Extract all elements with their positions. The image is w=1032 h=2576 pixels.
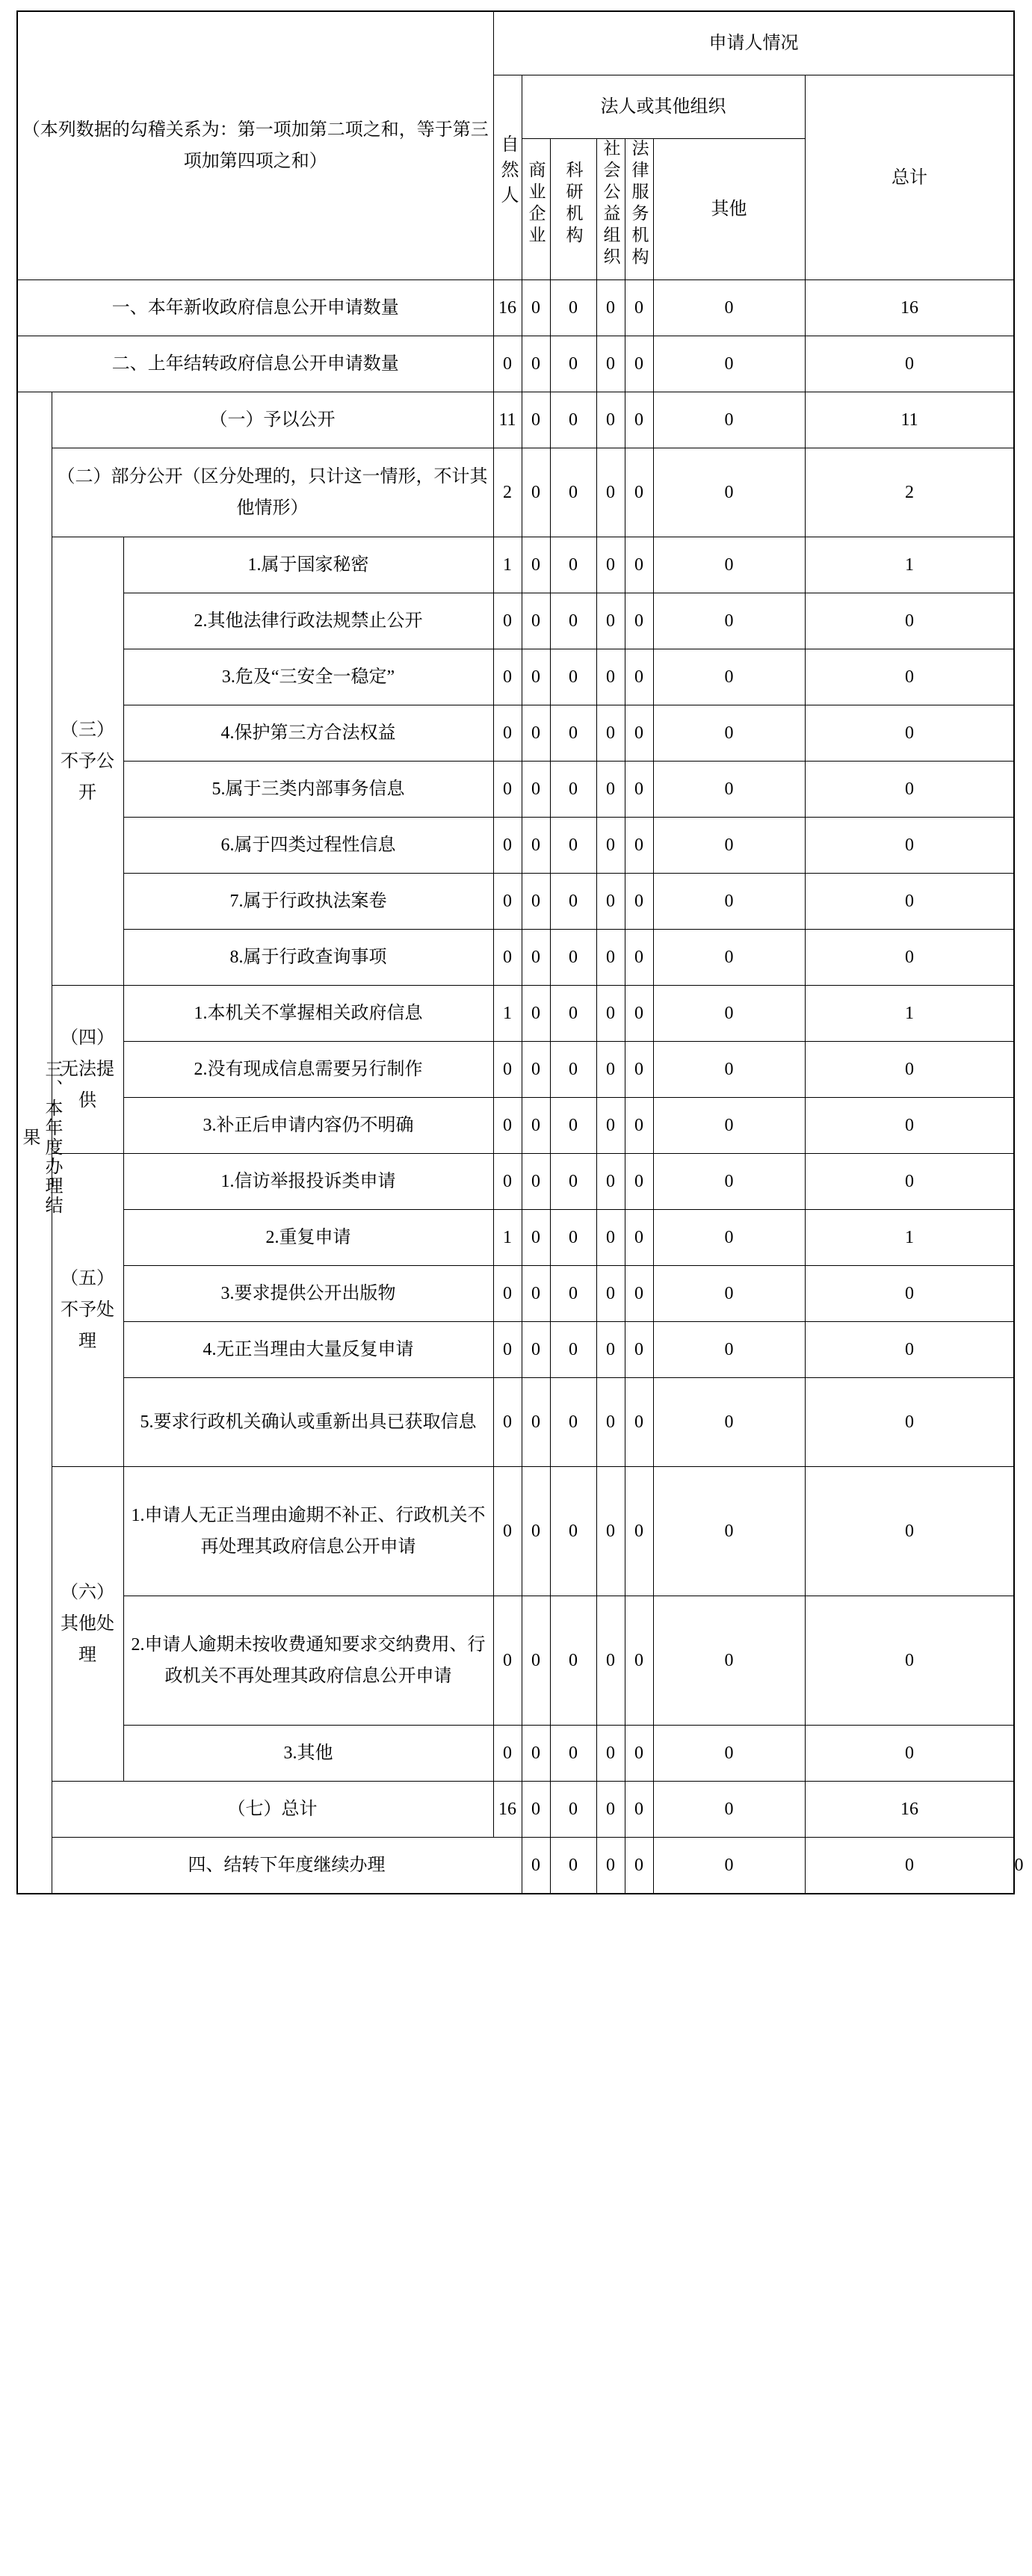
cell-total: 0 xyxy=(805,1726,1014,1782)
cell-other: 0 xyxy=(653,1782,805,1838)
cell-research-institution: 0 xyxy=(596,1838,625,1894)
header-other xyxy=(653,139,805,280)
header-social-welfare-org-label: 社会公益组织 xyxy=(601,139,620,269)
header-other-label: 其他 xyxy=(711,200,747,219)
cell-other: 0 xyxy=(653,1467,805,1596)
cell-total: 2 xyxy=(805,448,1014,537)
row-label-text: 8.属于行政查询事项 xyxy=(229,948,387,967)
row-label-text: 3.其他 xyxy=(283,1743,333,1763)
cell-other: 0 xyxy=(653,1210,805,1266)
cell-commercial-enterprise: 0 xyxy=(522,1154,550,1210)
cell-commercial-enterprise: 0 xyxy=(522,448,550,537)
table-row xyxy=(17,874,1014,930)
stub-note-text: （本列数据的勾稽关系为：第一项加第二项之和，等于第三项加第四项之和） xyxy=(22,120,489,171)
cell-other: 0 xyxy=(653,986,805,1042)
table-row xyxy=(17,448,1014,537)
group-label-not-disclosed xyxy=(52,537,123,986)
cell-total: 0 xyxy=(805,1322,1014,1378)
cell-total: 1 xyxy=(805,537,1014,593)
cell-research-institution: 0 xyxy=(550,1596,596,1726)
cell-commercial-enterprise: 0 xyxy=(522,1322,550,1378)
cell-commercial-enterprise: 0 xyxy=(522,336,550,392)
cell-natural-person: 0 xyxy=(493,705,522,762)
row-label-text: （七）总计 xyxy=(227,1800,318,1819)
cell-social-welfare-org: 0 xyxy=(596,986,625,1042)
cell-research-institution: 0 xyxy=(550,1322,596,1378)
row-label-text: 1.本机关不掌握相关政府信息 xyxy=(194,1004,423,1023)
cell-legal-service-org: 0 xyxy=(625,280,653,336)
row-label-repeated-without-cause xyxy=(123,1322,493,1378)
group-name: 不予处理 xyxy=(61,1300,114,1351)
header-commercial-enterprise xyxy=(522,139,550,280)
cell-social-welfare-org: 0 xyxy=(596,448,625,537)
cell-natural-person: 0 xyxy=(493,336,522,392)
table-row xyxy=(17,593,1014,649)
cell-commercial-enterprise: 0 xyxy=(522,537,550,593)
cell-legal-service-org: 0 xyxy=(625,392,653,448)
cell-total: 0 xyxy=(805,705,1014,762)
cell-total: 16 xyxy=(805,1782,1014,1838)
cell-social-welfare-org: 0 xyxy=(596,762,625,818)
cell-total: 0 xyxy=(805,649,1014,705)
cell-other: 0 xyxy=(653,818,805,874)
header-applicant-situation xyxy=(493,11,1014,75)
table-row xyxy=(17,1378,1014,1467)
section-label-annual-results xyxy=(17,392,61,1894)
cell-research-institution: 0 xyxy=(550,537,596,593)
row-label-text: 5.属于三类内部事务信息 xyxy=(211,779,405,799)
row-label-confirm-or-reissue xyxy=(123,1378,493,1467)
header-research-institution-label: 科研机构 xyxy=(563,161,583,247)
table-row xyxy=(17,930,1014,986)
cell-total: 0 xyxy=(805,762,1014,818)
cell-legal-service-org: 0 xyxy=(625,1098,653,1154)
cell-social-welfare-org: 0 xyxy=(596,593,625,649)
cell-other: 0 xyxy=(653,649,805,705)
row-label-text: 7.属于行政执法案卷 xyxy=(229,892,387,911)
row-label-needs-new-creation xyxy=(123,1042,493,1098)
row-label-overdue-no-correction xyxy=(123,1467,493,1596)
cell-natural-person: 0 xyxy=(493,1726,522,1782)
row-label-text: 四、结转下年度继续办理 xyxy=(188,1856,386,1875)
cell-research-institution: 0 xyxy=(550,1378,596,1467)
table-row: 四、结转下年度继续办理 0 0 0 0 0 0 0 xyxy=(17,1838,1014,1894)
cell-other: 0 xyxy=(653,1596,805,1726)
cell-research-institution: 0 xyxy=(550,705,596,762)
header-legal-or-other-org xyxy=(522,75,805,139)
cell-commercial-enterprise: 0 xyxy=(522,762,550,818)
cell-natural-person: 0 xyxy=(493,818,522,874)
cell-social-welfare-org: 0 xyxy=(596,280,625,336)
cell-social-welfare-org: 0 xyxy=(596,705,625,762)
table-row xyxy=(17,986,1014,1042)
cell-legal-service-org: 0 xyxy=(625,874,653,930)
cell-commercial-enterprise: 0 xyxy=(522,280,550,336)
row-label-text: （一）予以公开 xyxy=(209,410,336,430)
table-row xyxy=(17,1210,1014,1266)
cell-research-institution: 0 xyxy=(550,762,596,818)
row-label-state-secret xyxy=(123,537,493,593)
cell-commercial-enterprise: 0 xyxy=(522,986,550,1042)
cell-social-welfare-org: 0 xyxy=(596,336,625,392)
row-label-enforcement-files xyxy=(123,874,493,930)
table-row xyxy=(17,1042,1014,1098)
stub-note-cell xyxy=(17,11,493,280)
cell-natural-person: 0 xyxy=(522,1838,550,1894)
cell-total: 0 xyxy=(805,336,1014,392)
header-total xyxy=(805,75,1014,280)
cell-legal-service-org: 0 xyxy=(625,986,653,1042)
cell-social-welfare-org: 0 xyxy=(596,1098,625,1154)
cell-social-welfare-org: 0 xyxy=(596,1322,625,1378)
cell-other: 0 xyxy=(805,1838,1014,1894)
cell-total: 0 xyxy=(805,593,1014,649)
cell-research-institution: 0 xyxy=(550,336,596,392)
cell-commercial-enterprise: 0 xyxy=(522,1726,550,1782)
group-number: （五） xyxy=(61,1269,114,1288)
cell-commercial-enterprise: 0 xyxy=(522,1467,550,1596)
cell-social-welfare-org: 0 xyxy=(596,1154,625,1210)
cell-research-institution: 0 xyxy=(550,1266,596,1322)
cell-natural-person: 0 xyxy=(493,593,522,649)
group-label-other-handling xyxy=(52,1467,123,1782)
cell-legal-service-org: 0 xyxy=(625,930,653,986)
table-row xyxy=(17,1782,1014,1838)
cell-total: 0 xyxy=(805,818,1014,874)
row-label-three-security-one-stability xyxy=(123,649,493,705)
header-natural-person-label: 自然人 xyxy=(498,134,517,211)
cell-legal-service-org: 0 xyxy=(653,1838,805,1894)
cell-total: 0 xyxy=(805,1596,1014,1726)
header-research-institution xyxy=(550,139,596,280)
row-label-text: 6.属于四类过程性信息 xyxy=(220,835,396,855)
cell-other: 0 xyxy=(653,1098,805,1154)
cell-other: 0 xyxy=(653,593,805,649)
cell-natural-person: 0 xyxy=(493,1322,522,1378)
cell-legal-service-org: 0 xyxy=(625,818,653,874)
table-row xyxy=(17,1098,1014,1154)
row-label-other xyxy=(123,1726,493,1782)
row-label-section-total xyxy=(52,1782,493,1838)
row-label-text: 4.无正当理由大量反复申请 xyxy=(203,1340,414,1359)
cell-commercial-enterprise: 0 xyxy=(522,1042,550,1098)
row-label-text: 5.要求行政机关确认或重新出具已获取信息 xyxy=(140,1412,477,1432)
cell-social-welfare-org: 0 xyxy=(596,930,625,986)
row-label-text: 3.要求提供公开出版物 xyxy=(220,1284,396,1303)
header-natural-person xyxy=(493,75,522,280)
cell-legal-service-org: 0 xyxy=(625,1378,653,1467)
cell-commercial-enterprise: 0 xyxy=(522,874,550,930)
header-applicant-situation-label: 申请人情况 xyxy=(708,34,799,53)
cell-total: 0 xyxy=(805,1154,1014,1210)
table-row xyxy=(17,1154,1014,1210)
cell-other: 0 xyxy=(653,537,805,593)
table-row xyxy=(17,1596,1014,1726)
cell-social-welfare-org: 0 xyxy=(596,649,625,705)
cell-natural-person: 1 xyxy=(493,986,522,1042)
row-label-other-law-prohibits xyxy=(123,593,493,649)
cell-natural-person: 0 xyxy=(493,1596,522,1726)
cell-other: 0 xyxy=(653,1266,805,1322)
group-name: 其他处理 xyxy=(61,1614,114,1665)
cell-natural-person: 2 xyxy=(493,448,522,537)
cell-other: 0 xyxy=(653,1378,805,1467)
cell-social-welfare-org: 0 xyxy=(596,1467,625,1596)
cell-total: 0 xyxy=(805,930,1014,986)
cell-natural-person: 1 xyxy=(493,537,522,593)
cell-other: 0 xyxy=(653,392,805,448)
cell-total: 1 xyxy=(805,1210,1014,1266)
cell-research-institution: 0 xyxy=(550,593,596,649)
cell-research-institution: 0 xyxy=(550,280,596,336)
cell-social-welfare-org: 0 xyxy=(596,1782,625,1838)
header-legal-service-org-label: 法律服务机构 xyxy=(629,139,649,269)
cell-natural-person: 0 xyxy=(493,930,522,986)
row-label-text: 3.补正后申请内容仍不明确 xyxy=(203,1116,414,1135)
row-label-text: 1.信访举报投诉类申请 xyxy=(220,1172,396,1191)
cell-legal-service-org: 0 xyxy=(625,1596,653,1726)
cell-research-institution: 0 xyxy=(550,818,596,874)
cell-legal-service-org: 0 xyxy=(625,1726,653,1782)
cell-total: 0 xyxy=(805,1378,1014,1467)
row-label-administrative-inquiry xyxy=(123,930,493,986)
cell-legal-service-org: 0 xyxy=(625,1322,653,1378)
row-label-overdue-no-payment xyxy=(123,1596,493,1726)
row-label-text: 一、本年新收政府信息公开申请数量 xyxy=(111,298,399,318)
group-name: 无法提供 xyxy=(61,1060,114,1111)
cell-commercial-enterprise: 0 xyxy=(522,392,550,448)
cell-legal-service-org: 0 xyxy=(625,762,653,818)
cell-legal-service-org: 0 xyxy=(625,1467,653,1596)
row-label-petition-complaint xyxy=(123,1154,493,1210)
section-label-annual-results-text: 三、本年度办理结果 xyxy=(19,1060,61,1215)
cell-other: 0 xyxy=(653,1726,805,1782)
cell-commercial-enterprise: 0 xyxy=(522,930,550,986)
cell-natural-person: 0 xyxy=(493,1042,522,1098)
cell-total: 0 xyxy=(805,1266,1014,1322)
cell-commercial-enterprise: 0 xyxy=(522,593,550,649)
cell-total: 0 xyxy=(805,1042,1014,1098)
cell-commercial-enterprise: 0 xyxy=(522,1782,550,1838)
cell-social-welfare-org: 0 xyxy=(596,1378,625,1467)
table-row xyxy=(17,392,1014,448)
header-row-1 xyxy=(17,11,1014,75)
cell-research-institution: 0 xyxy=(550,930,596,986)
cell-social-welfare-org: 0 xyxy=(596,392,625,448)
cell-legal-service-org: 0 xyxy=(625,1042,653,1098)
cell-other: 0 xyxy=(653,1322,805,1378)
cell-commercial-enterprise: 0 xyxy=(522,705,550,762)
cell-legal-service-org: 0 xyxy=(625,1210,653,1266)
table-row xyxy=(17,818,1014,874)
group-name: 不予公开 xyxy=(61,751,114,803)
group-number: （三） xyxy=(61,720,114,740)
table-row xyxy=(17,336,1014,392)
table-row xyxy=(17,649,1014,705)
cell-legal-service-org: 0 xyxy=(625,705,653,762)
cell-commercial-enterprise: 0 xyxy=(550,1838,596,1894)
row-label-duplicate-request xyxy=(123,1210,493,1266)
header-legal-service-org xyxy=(625,139,653,280)
cell-natural-person: 16 xyxy=(493,280,522,336)
cell-legal-service-org: 0 xyxy=(625,1266,653,1322)
table-row xyxy=(17,705,1014,762)
table-row xyxy=(17,1726,1014,1782)
row-label-text: 4.保护第三方合法权益 xyxy=(220,723,396,743)
cell-natural-person: 0 xyxy=(493,1154,522,1210)
header-legal-or-other-org-label: 法人或其他组织 xyxy=(600,97,726,117)
cell-research-institution: 0 xyxy=(550,1154,596,1210)
cell-research-institution: 0 xyxy=(550,649,596,705)
cell-social-welfare-org: 0 xyxy=(596,537,625,593)
cell-research-institution: 0 xyxy=(550,448,596,537)
row-label-text: 1.申请人无正当理由逾期不补正、行政机关不再处理其政府信息公开申请 xyxy=(131,1506,486,1557)
cell-social-welfare-org: 0 xyxy=(596,1210,625,1266)
row-label-internal-affairs xyxy=(123,762,493,818)
group-number: （四） xyxy=(61,1028,114,1048)
row-label-text: 二、上年结转政府信息公开申请数量 xyxy=(111,354,399,374)
cell-other: 0 xyxy=(653,1042,805,1098)
cell-commercial-enterprise: 0 xyxy=(522,1596,550,1726)
cell-commercial-enterprise: 0 xyxy=(522,1210,550,1266)
table-row xyxy=(17,1467,1014,1596)
row-label-still-unclear-after-correction xyxy=(123,1098,493,1154)
cell-other: 0 xyxy=(653,705,805,762)
table-row xyxy=(17,537,1014,593)
cell-other: 0 xyxy=(653,280,805,336)
cell-research-institution: 0 xyxy=(550,1467,596,1596)
cell-research-institution: 0 xyxy=(550,392,596,448)
cell-natural-person: 0 xyxy=(493,874,522,930)
cell-total: 1 xyxy=(805,986,1014,1042)
cell-natural-person: 11 xyxy=(493,392,522,448)
row-label-published-material xyxy=(123,1266,493,1322)
cell-research-institution: 0 xyxy=(550,1210,596,1266)
cell-social-welfare-org: 0 xyxy=(596,874,625,930)
group-number: （六） xyxy=(61,1583,114,1602)
header-social-welfare-org xyxy=(596,139,625,280)
cell-social-welfare-org: 0 xyxy=(596,1596,625,1726)
row-label-carried-over xyxy=(17,336,493,392)
table-row xyxy=(17,1322,1014,1378)
cell-total: 11 xyxy=(805,392,1014,448)
header-total-label: 总计 xyxy=(892,167,928,188)
cell-natural-person: 0 xyxy=(493,1467,522,1596)
cell-total: 16 xyxy=(805,280,1014,336)
table-row xyxy=(17,762,1014,818)
cell-research-institution: 0 xyxy=(550,986,596,1042)
cell-natural-person: 16 xyxy=(493,1782,522,1838)
cell-commercial-enterprise: 0 xyxy=(522,1266,550,1322)
cell-social-welfare-org: 0 xyxy=(596,1266,625,1322)
cell-total: 0 xyxy=(805,874,1014,930)
cell-legal-service-org: 0 xyxy=(625,448,653,537)
row-label-text: 2.申请人逾期未按收费通知要求交纳费用、行政机关不再处理其政府信息公开申请 xyxy=(131,1635,486,1686)
row-label-text: （二）部分公开（区分处理的，只计这一情形，不计其他情形） xyxy=(57,467,488,518)
row-label-process-information xyxy=(123,818,493,874)
row-label-text: 2.重复申请 xyxy=(265,1228,351,1247)
cell-commercial-enterprise: 0 xyxy=(522,818,550,874)
cell-legal-service-org: 0 xyxy=(625,1782,653,1838)
table-row xyxy=(17,280,1014,336)
cell-natural-person: 1 xyxy=(493,1210,522,1266)
cell-research-institution: 0 xyxy=(550,1726,596,1782)
cell-other: 0 xyxy=(653,1154,805,1210)
cell-social-welfare-org: 0 xyxy=(596,1726,625,1782)
cell-research-institution: 0 xyxy=(550,1782,596,1838)
cell-legal-service-org: 0 xyxy=(625,649,653,705)
cell-natural-person: 0 xyxy=(493,649,522,705)
row-label-text: 3.危及“三安全一稳定” xyxy=(221,667,395,687)
cell-social-welfare-org: 0 xyxy=(596,818,625,874)
cell-commercial-enterprise: 0 xyxy=(522,1378,550,1467)
row-label-disclosed xyxy=(52,392,493,448)
row-label-carry-forward-next-year xyxy=(52,1838,522,1894)
cell-research-institution: 0 xyxy=(550,1042,596,1098)
cell-legal-service-org: 0 xyxy=(625,593,653,649)
cell-natural-person: 0 xyxy=(493,1266,522,1322)
row-label-new-requests xyxy=(17,280,493,336)
cell-total: 0 xyxy=(805,1098,1014,1154)
cell-other: 0 xyxy=(653,762,805,818)
cell-commercial-enterprise: 0 xyxy=(522,649,550,705)
cell-legal-service-org: 0 xyxy=(625,336,653,392)
cell-other: 0 xyxy=(653,336,805,392)
table-row xyxy=(17,1266,1014,1322)
cell-social-welfare-org: 0 xyxy=(625,1838,653,1894)
cell-research-institution: 0 xyxy=(550,874,596,930)
government-info-disclosure-table xyxy=(16,10,1024,1894)
row-label-not-in-possession xyxy=(123,986,493,1042)
header-commercial-enterprise-label: 商业企业 xyxy=(526,161,546,247)
row-label-text: 2.其他法律行政法规禁止公开 xyxy=(194,611,423,631)
cell-natural-person: 0 xyxy=(493,1098,522,1154)
cell-legal-service-org: 0 xyxy=(625,537,653,593)
row-label-third-party-rights xyxy=(123,705,493,762)
cell-natural-person: 0 xyxy=(493,762,522,818)
cell-research-institution: 0 xyxy=(550,1098,596,1154)
cell-natural-person: 0 xyxy=(493,1378,522,1467)
cell-other: 0 xyxy=(653,448,805,537)
cell-legal-service-org: 0 xyxy=(625,1154,653,1210)
row-label-text: 1.属于国家秘密 xyxy=(247,555,369,575)
cell-total: 0 xyxy=(805,1467,1014,1596)
cell-social-welfare-org: 0 xyxy=(596,1042,625,1098)
row-label-partially-disclosed xyxy=(52,448,493,537)
cell-other: 0 xyxy=(653,874,805,930)
cell-commercial-enterprise: 0 xyxy=(522,1098,550,1154)
cell-other: 0 xyxy=(653,930,805,986)
row-label-text: 2.没有现成信息需要另行制作 xyxy=(194,1060,423,1079)
